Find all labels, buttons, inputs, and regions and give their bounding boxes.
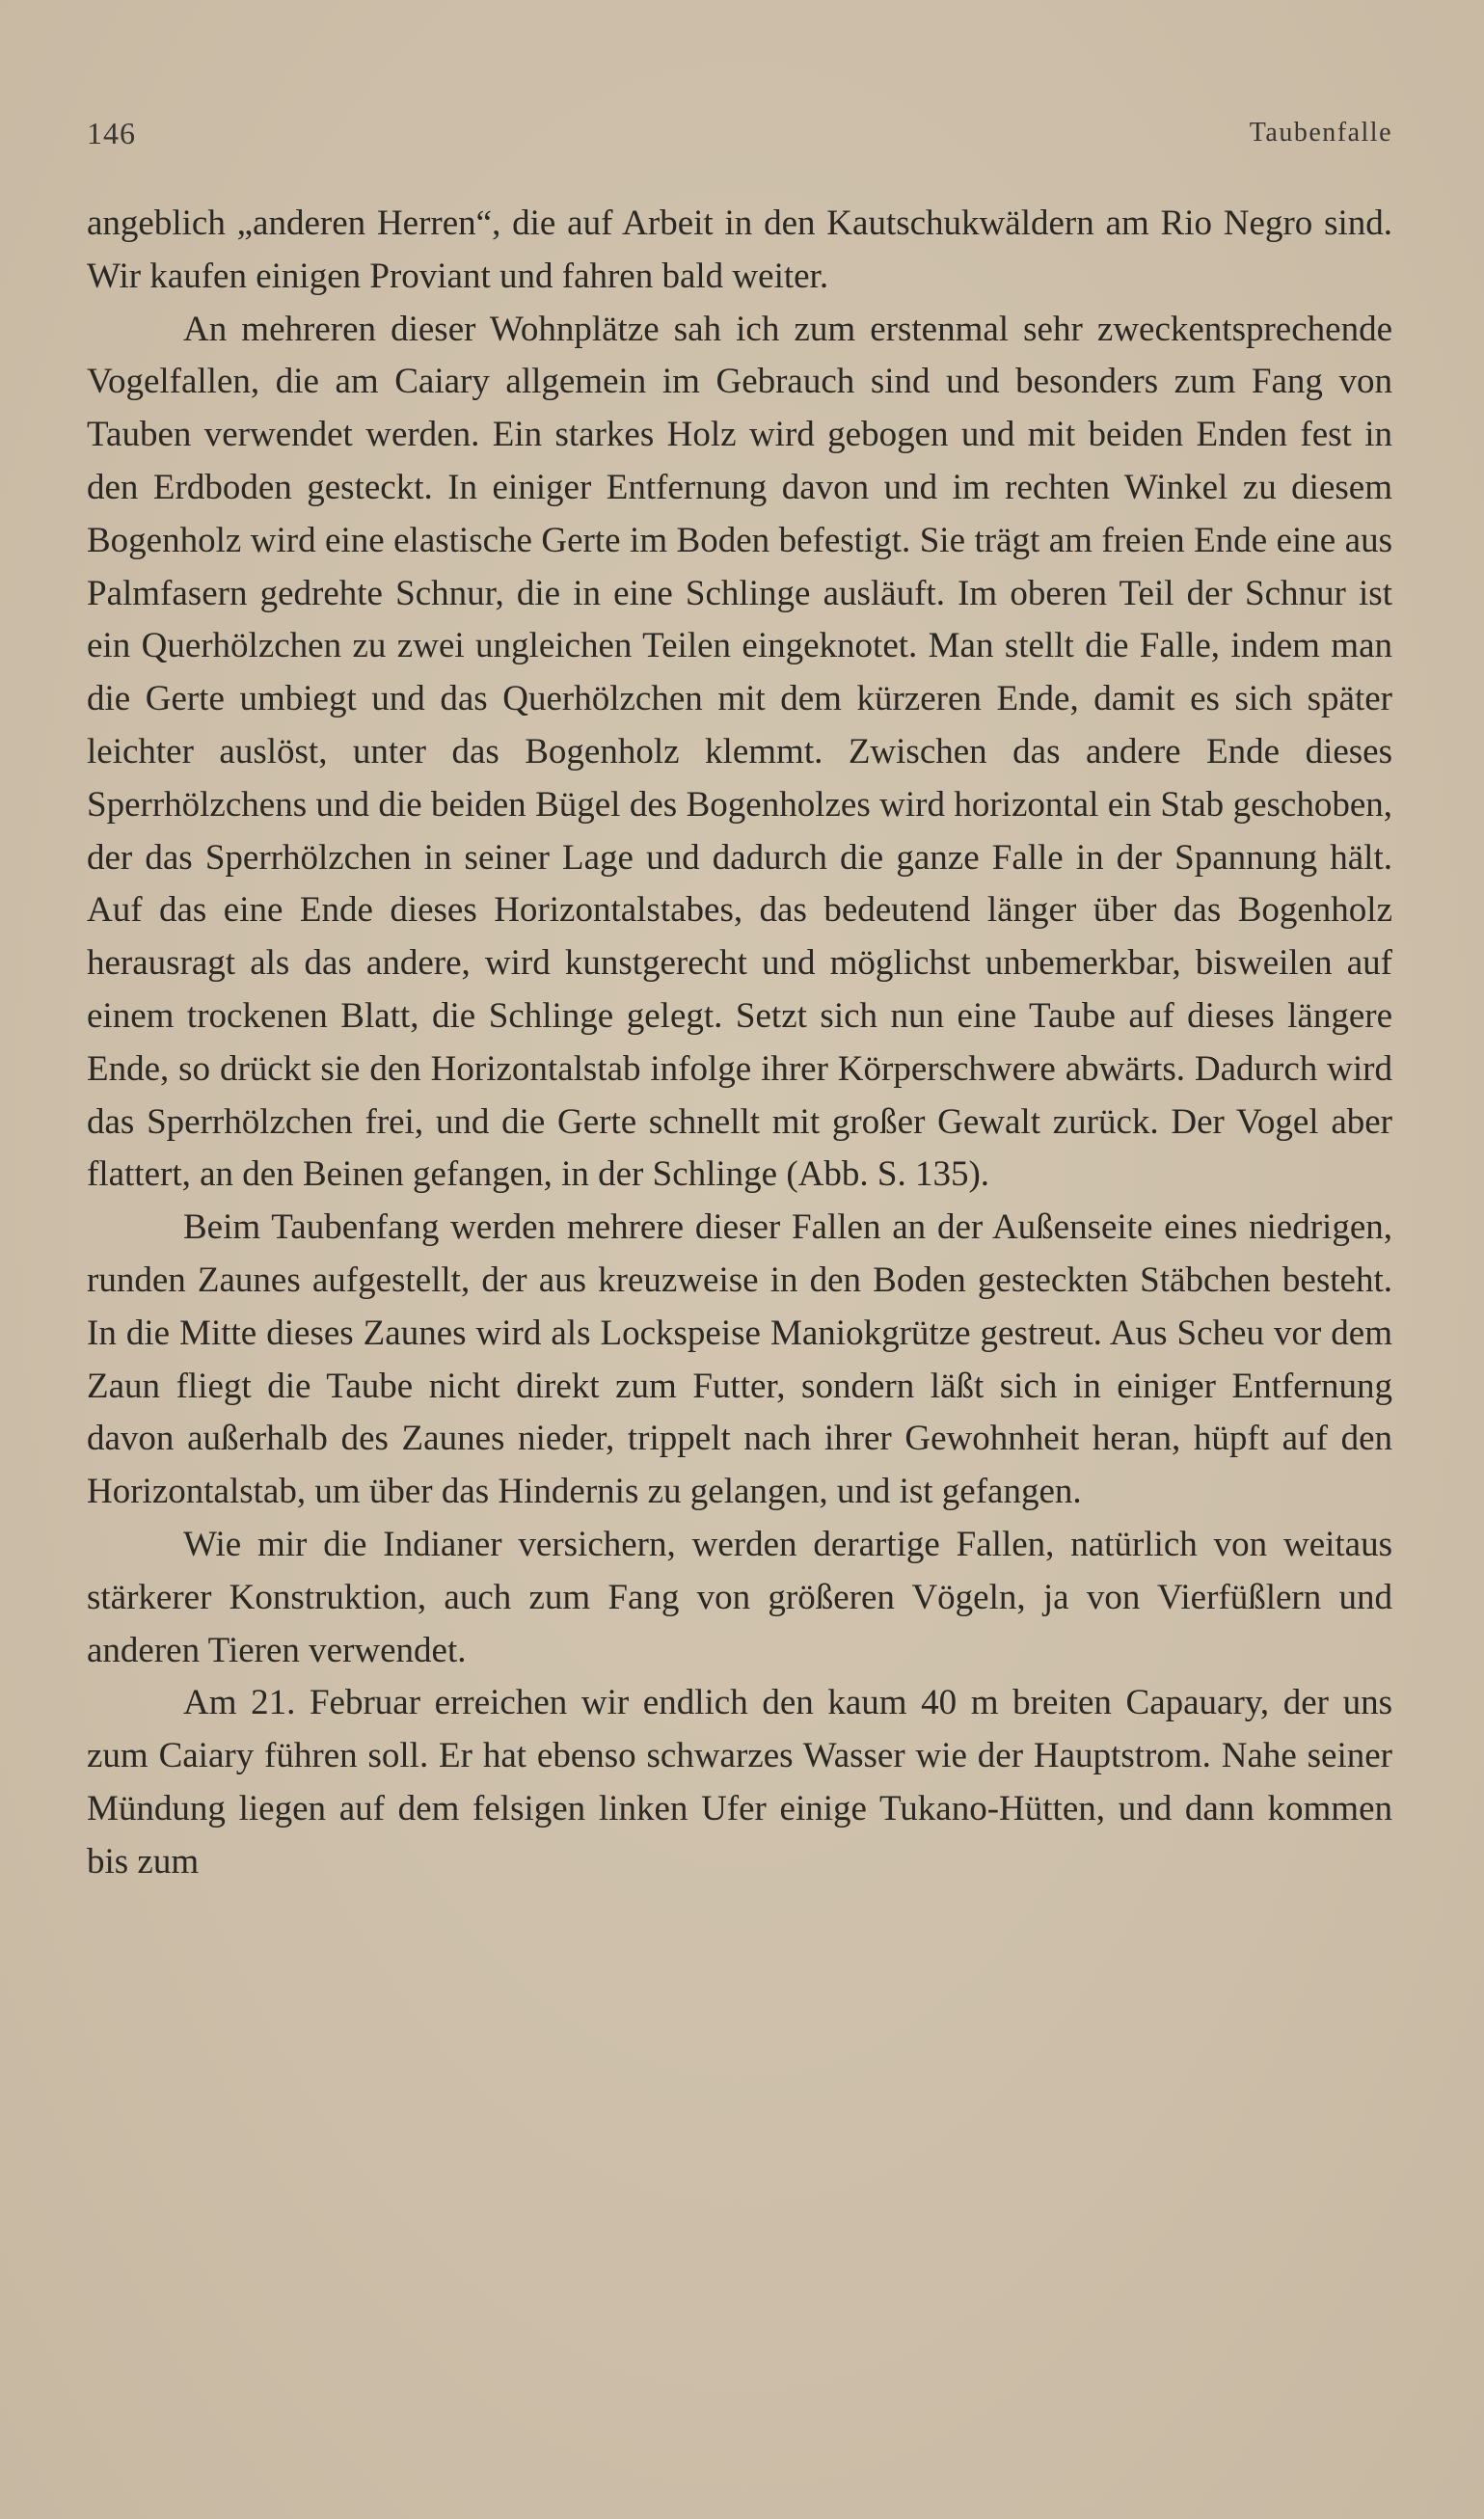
- page-number: 146: [87, 116, 136, 150]
- paragraph-vogelfallen: An mehreren dieser Wohnplätze sah ich zum erstenmal sehr zweckentsprechende Vogelfallen, die am Caiary allgemein im Gebrauch sind und besonders zum Fang von Tauben verwendet werden. Ein starkes Holz wird gebogen und mit beiden Enden fest in den Erdboden gesteckt. In einiger Entfernung davon und im rechten Winkel zu diesem Bogenholz wird eine elastische Gerte im Boden befestigt. Sie trägt am freien Ende eine aus Palmfasern gedrehte Schnur, die in eine Schlinge ausläuft. Im oberen Teil der Schnur ist ein Querhölzchen zu zwei ungleichen Teilen eingeknotet. Man stellt die Falle, indem man die Gerte umbiegt und das Querhölzchen mit dem kürzeren Ende, damit es sich später leichter auslöst, unter das Bogenholz klemmt. Zwischen das andere Ende dieses Sperrhölzchens und die beiden Bügel des Bogenholzes wird horizontal ein Stab geschoben, der das Sperrhölzchen in seiner Lage und dadurch die ganze Falle in der Spannung hält. Auf das eine Ende dieses Horizontalstabes, das bedeutend länger über das Bogenholz herausragt als das andere, wird kunstgerecht und möglichst unbemerkbar, bisweilen auf einem trockenen Blatt, die Schlinge gelegt. Setzt sich nun eine Taube auf dieses längere Ende, so drückt sie den Horizontalstab infolge ihrer Körperschwere abwärts. Dadurch wird das Sperrhölzchen frei, und die Gerte schnellt mit großer Gewalt zurück. Der Vogel aber flattert, an den Beinen gefangen, in der Schlinge (Abb. S. 135).: [87, 309, 1392, 1195]
- paragraph-continuation: angeblich „anderen Herren“, die auf Arbeit in den Kautschukwäldern am Rio Negro sind. Wir kaufen einigen Proviant und fahren bald weiter.: [87, 203, 1392, 296]
- paragraph-capauary: Am 21. Februar erreichen wir endlich den kaum 40 m breiten Capauary, der uns zum Caiary führen soll. Er hat ebenso schwarzes Wasser wie der Hauptstrom. Nahe seiner Mündung liegen auf dem felsigen linken Ufer einige Tukano-Hütten, und dann kommen bis zum: [87, 1683, 1392, 1882]
- paragraph-taubenfang: Beim Taubenfang werden mehrere dieser Fallen an der Außenseite eines niedrigen, runden Zaunes aufgestellt, der aus kreuzweise in den Boden gesteckten Stäbchen besteht. In die Mitte dieses Zaunes wird als Lockspeise Maniokgrütze gestreut. Aus Scheu vor dem Zaun fliegt die Taube nicht direkt zum Futter, sondern läßt sich in einiger Entfernung davon außerhalb des Zaunes nieder, trippelt nach ihrer Gewohnheit heran, hüpft auf den Horizontalstab, um über das Hindernis zu gelangen, und ist gefangen.: [87, 1207, 1392, 1512]
- page-header: [87, 116, 1392, 154]
- paragraph-indianer: Wie mir die Indianer versichern, werden derartige Fallen, natürlich von weitaus stärkerer Konstruktion, auch zum Fang von größeren Vögeln, ja von Vierfüßlern und anderen Tieren verwendet.: [87, 1524, 1392, 1670]
- running-head: Taubenfalle: [1249, 118, 1392, 148]
- body-text: [87, 198, 1392, 1889]
